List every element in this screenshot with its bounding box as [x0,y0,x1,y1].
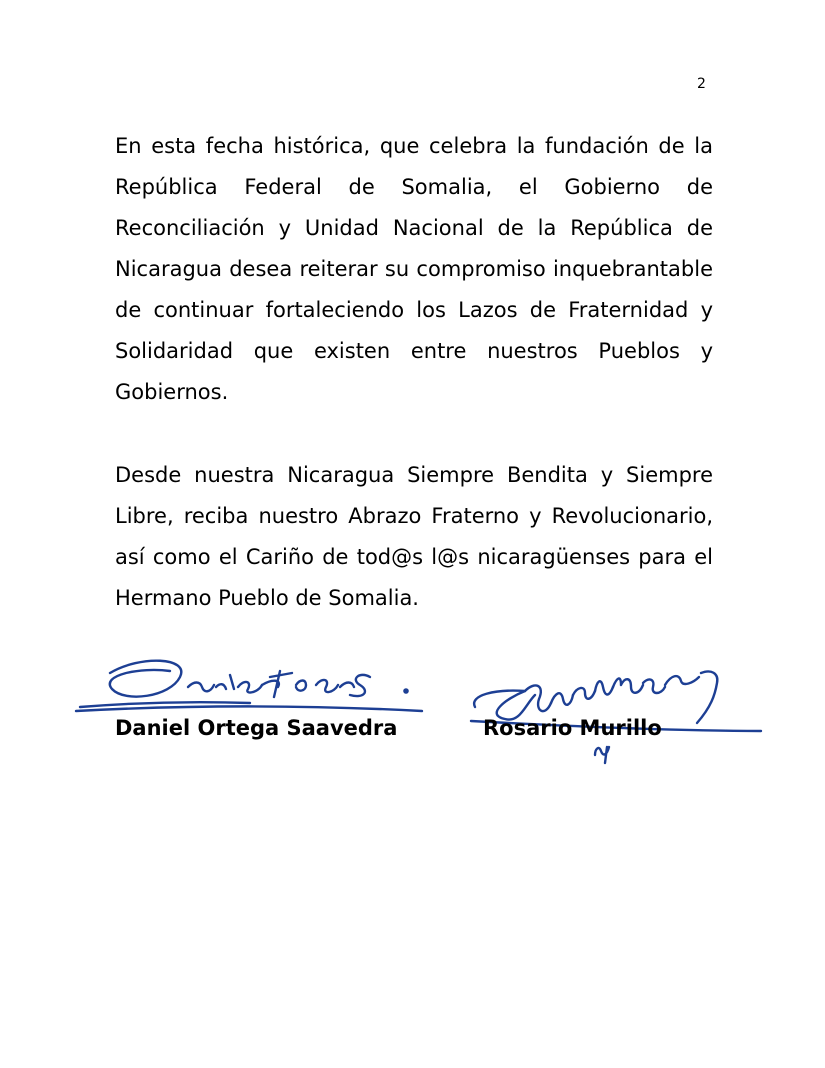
signatory-name-2: Rosario Murillo [483,716,662,740]
body-paragraph-1: En esta fecha histórica, que celebra la fundación de la República Federal de Somalia, el Gobierno de Reconciliación y Unidad Nacional de la República de Nicaragua desea reiterar su compromiso inquebrantable de continuar fortaleciendo los Lazos de Fraternidad y Solidaridad que existen entre nuestros Pueblos y Gobiernos. [115,134,713,404]
page-number: 2 [697,76,706,92]
body-paragraph-2: Desde nuestra Nicaragua Siempre Bendita y Siempre Libre, reciba nuestro Abrazo Fraterno y Revolucionario, así como el Cariño de tod@s l@s nicaragüenses para el Hermano Pueblo de Somalia. [115,463,713,610]
signature-daniel-ortega [70,645,430,725]
signatory-name-1: Daniel Ortega Saavedra [115,716,398,740]
signature-rosario-murillo [465,655,765,770]
